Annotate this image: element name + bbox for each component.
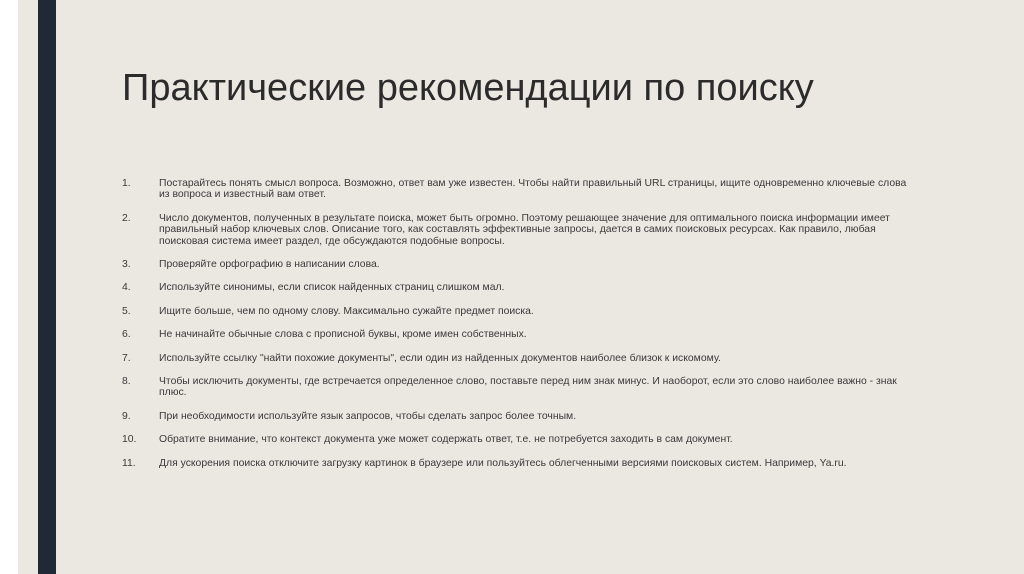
list-item <box>122 178 922 201</box>
list-item-text: Чтобы исключить документы, где встречается определенное слово, поставьте перед ним знак минус. И наоборот, если это слово наиболее важно - знак плюс. <box>159 376 897 399</box>
list-item-text: Для ускорения поиска отключите загрузку картинок в браузере или пользуйтесь облегченными версиями поисковых систем. Например, Ya.ru. <box>159 457 847 469</box>
list-item <box>122 306 922 317</box>
list-item-number: 5. <box>122 305 131 317</box>
list-item <box>122 282 922 293</box>
list-item-text: Проверяйте орфографию в написании слова. <box>159 259 380 271</box>
list-item <box>122 376 922 399</box>
left-margin-strip <box>0 0 18 574</box>
list-item-text: Ищите больше, чем по одному слову. Максимально сужайте предмет поиска. <box>159 305 534 317</box>
list-item-text: Постарайтесь понять смысл вопроса. Возможно, ответ вам уже известен. Чтобы найти правильный URL страницы, ищите одновременно ключевые слова из вопроса и известный вам ответ. <box>159 178 907 201</box>
list-item-text: Не начинайте обычные слова с прописной буквы, кроме имен собственных. <box>159 329 527 341</box>
list-item-number: 11. <box>122 457 136 469</box>
list-item <box>122 213 922 247</box>
recommendations-list <box>122 178 922 481</box>
list-item-number: 6. <box>122 329 131 341</box>
list-item-text: Обратите внимание, что контекст документа уже может содержать ответ, т.е. не потребуется заходить в сам документ. <box>159 434 733 446</box>
list-item-number: 8. <box>122 376 131 388</box>
list-item-number: 1. <box>122 178 131 189</box>
list-item-number: 7. <box>122 352 131 364</box>
list-item <box>122 411 922 422</box>
list-item-text: Используйте синонимы, если список найденных страниц слишком мал. <box>159 282 505 294</box>
list-item-number: 3. <box>122 259 131 271</box>
accent-side-bar <box>38 0 56 574</box>
list-item-number: 2. <box>122 212 131 224</box>
list-item-text: Используйте ссылку "найти похожие документы", если один из найденных документов наиболее близок к искомому. <box>159 352 721 364</box>
list-item-number: 9. <box>122 410 131 422</box>
list-item-text: При необходимости используйте язык запросов, чтобы сделать запрос более точным. <box>159 410 577 422</box>
list-item <box>122 434 922 445</box>
list-item <box>122 329 922 340</box>
list-item-number: 10. <box>122 434 137 446</box>
list-item <box>122 353 922 364</box>
list-item-text: Число документов, полученных в результате поиска, может быть огромно. Поэтому решающее значение для оптимального поиска информации имеет правильный набор ключевых слов. Описание того, как составлять эффективные запросы, дается в самих поисковых ресурсах. Как правило, любая поисковая система имеет раздел, где обсуждаются подобные вопросы. <box>159 212 890 247</box>
list-item <box>122 259 922 270</box>
list-item-number: 4. <box>122 282 131 294</box>
list-item <box>122 458 922 469</box>
slide-title: Практические рекомендации по поиску <box>122 67 814 109</box>
